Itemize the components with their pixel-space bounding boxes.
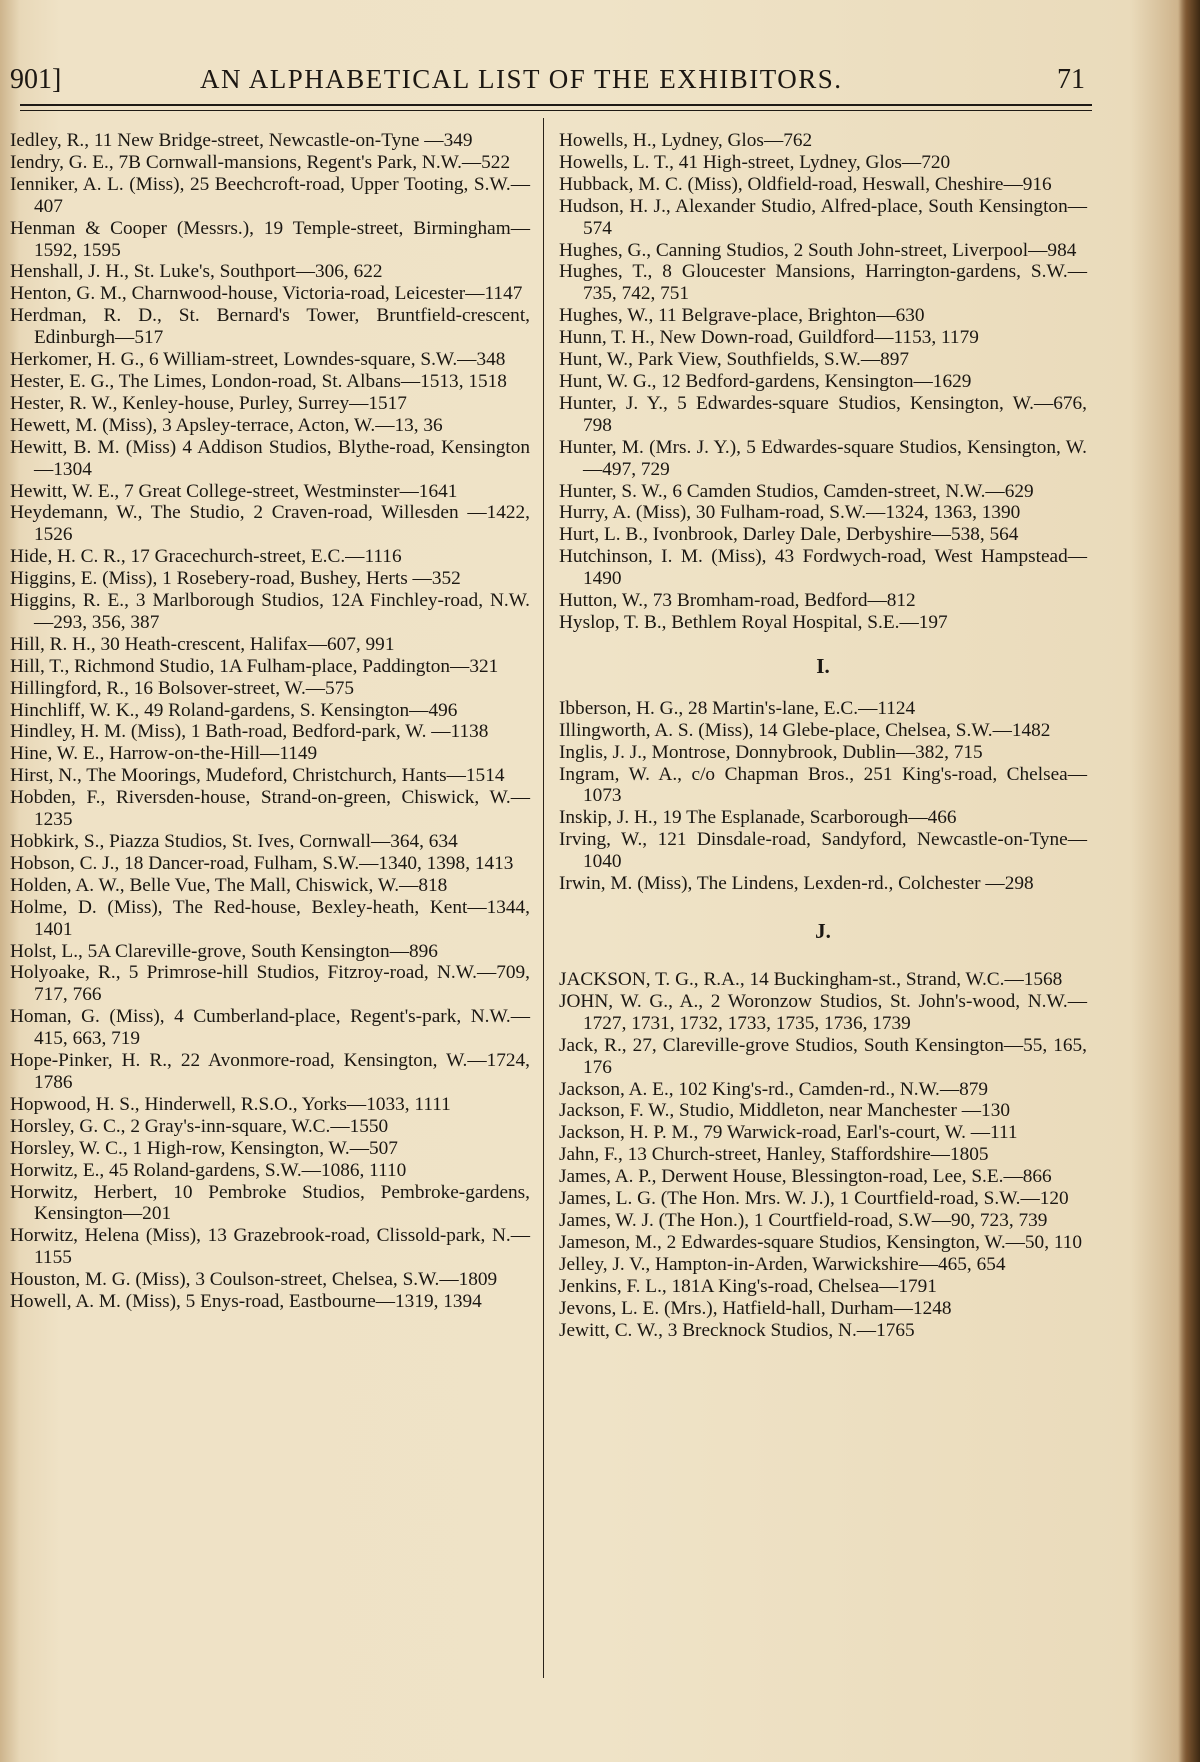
exhibitor-entry: Hughes, W., 11 Belgrave-place, Brighton—630: [559, 305, 925, 327]
exhibitor-entry: Hide, H. C. R., 17 Gracechurch-street, E.C.—1116: [10, 546, 402, 568]
exhibitor-entry: Hobkirk, S., Piazza Studios, St. Ives, Cornwall—364, 634: [10, 831, 458, 852]
exhibitor-entry: Hurt, L. B., Ivonbrook, Darley Dale, Derbyshire—538, 564: [559, 524, 1019, 546]
exhibitor-entry: Iedley, R., 11 New Bridge-street, Newcastle-on-Tyne —349: [10, 130, 473, 151]
exhibitor-entry: JOHN, W. G., A., 2 Woronzow Studios, St. John's-wood, N.W.—1727, 1731, 1732, 1733, 1735, 1736, 1739: [559, 990, 1087, 1034]
exhibitor-entry: Jelley, J. V., Hampton-in-Arden, Warwickshire—465, 654: [559, 1253, 1006, 1275]
exhibitor-entry: Irving, W., 121 Dinsdale-road, Sandyford, Newcastle-on-Tyne—1040: [559, 829, 1087, 873]
exhibitor-entry: Hewett, M. (Miss), 3 Apsley-terrace, Acton, W.—13, 36: [10, 414, 443, 436]
page-number: 71: [1057, 64, 1085, 95]
exhibitor-entry: Higgins, E. (Miss), 1 Rosebery-road, Bushey, Herts —352: [10, 568, 461, 590]
exhibitor-entry: Jenkins, F. L., 181A King's-road, Chelsea—1791: [559, 1275, 937, 1297]
exhibitor-entry: Hutton, W., 73 Bromham-road, Bedford—812: [559, 590, 916, 612]
exhibitor-entry: Hunter, S. W., 6 Camden Studios, Camden-street, N.W.—629: [559, 480, 1034, 502]
exhibitor-entry: Jahn, F., 13 Church-street, Hanley, Staffordshire—1805: [559, 1144, 989, 1166]
exhibitor-entry: Inglis, J. J., Montrose, Donnybrook, Dublin—382, 715: [559, 741, 983, 763]
exhibitor-entry: Horwitz, Helena (Miss), 13 Grazebrook-road, Clissold-park, N.—1155: [10, 1225, 530, 1269]
exhibitor-entry: Hine, W. E., Harrow-on-the-Hill—1149: [10, 743, 318, 765]
exhibitor-entry: Ingram, W. A., c/o Chapman Bros., 251 King's-road, Chelsea—1073: [559, 763, 1087, 807]
exhibitor-entry: Hunter, M. (Mrs. J. Y.), 5 Edwardes-square Studios, Kensington, W.—497, 729: [559, 436, 1087, 480]
exhibitor-entry: Jackson, F. W., Studio, Middleton, near Manchester —130: [559, 1100, 1010, 1122]
header-rule-thick: [20, 104, 1092, 106]
exhibitor-entry: James, L. G. (The Hon. Mrs. W. J.), 1 Courtfield-road, S.W.—120: [559, 1188, 1069, 1210]
exhibitor-entry: Homan, G. (Miss), 4 Cumberland-place, Regent's-park, N.W.—415, 663, 719: [10, 1006, 530, 1050]
exhibitor-entry: Hillingford, R., 16 Bolsover-street, W.—575: [10, 677, 354, 699]
exhibitor-entry: Irwin, M. (Miss), The Lindens, Lexden-rd., Colchester —298: [559, 873, 1034, 895]
exhibitor-entry: Hester, E. G., The Limes, London-road, St. Albans—1513, 1518: [10, 370, 507, 392]
exhibitor-entry: Hubback, M. C. (Miss), Oldfield-road, Heswall, Cheshire—916: [559, 173, 1052, 195]
exhibitor-entry: Herkomer, H. G., 6 William-street, Lowndes-square, S.W.—348: [10, 349, 506, 371]
exhibitor-entry: Illingworth, A. S. (Miss), 14 Glebe-place, Chelsea, S.W.—1482: [559, 719, 1051, 741]
section-heading-j: J.: [815, 919, 831, 943]
exhibitor-entry: Holst, L., 5A Clareville-grove, South Kensington—896: [10, 940, 438, 962]
entry-list-h-right: [559, 130, 1087, 634]
exhibitor-entry: Hill, T., Richmond Studio, 1A Fulham-place, Paddington—321: [10, 655, 499, 677]
exhibitor-entry: Hyslop, T. B., Bethlem Royal Hospital, S.E.—197: [559, 611, 948, 633]
exhibitor-entry: James, W. J. (The Hon.), 1 Courtfield-road, S.W—90, 723, 739: [559, 1209, 1048, 1231]
exhibitor-entry: Henton, G. M., Charnwood-house, Victoria-road, Leicester—1147: [10, 283, 523, 305]
exhibitor-entry: Hindley, H. M. (Miss), 1 Bath-road, Bedford-park, W. —1138: [10, 721, 489, 743]
exhibitor-entry: Hewitt, W. E., 7 Great College-street, Westminster—1641: [10, 480, 458, 502]
exhibitor-entry: Howells, H., Lydney, Glos—762: [559, 130, 813, 151]
exhibitor-entry: Higgins, R. E., 3 Marlborough Studios, 12A Finchley-road, N.W.—293, 356, 387: [10, 590, 530, 633]
exhibitor-entry: Hinchliff, W. K., 49 Roland-gardens, S. Kensington—496: [10, 699, 458, 721]
exhibitor-entry: Hester, R. W., Kenley-house, Purley, Surrey—1517: [10, 392, 407, 414]
exhibitor-entry: Holden, A. W., Belle Vue, The Mall, Chiswick, W.—818: [10, 874, 448, 896]
exhibitor-entry: Iendry, G. E., 7B Cornwall-mansions, Regent's Park, N.W.—522: [10, 151, 511, 173]
exhibitor-entry: Howell, A. M. (Miss), 5 Enys-road, Eastbourne—1319, 1394: [10, 1291, 482, 1313]
exhibitor-entry: Hunn, T. H., New Down-road, Guildford—1153, 1179: [559, 327, 979, 349]
exhibitor-entry: Henman & Cooper (Messrs.), 19 Temple-street, Birmingham—1592, 1595: [10, 217, 530, 261]
exhibitor-entry: James, A. P., Derwent House, Blessington-road, Lee, S.E.—866: [559, 1166, 1052, 1188]
exhibitor-entry: Hobson, C. J., 18 Dancer-road, Fulham, S.W.—1340, 1398, 1413: [10, 852, 514, 874]
exhibitor-entry: JACKSON, T. G., R.A., 14 Buckingham-st., Strand, W.C.—1568: [559, 969, 1063, 990]
entry-list-i: [559, 698, 1087, 895]
exhibitor-entry: Houston, M. G. (Miss), 3 Coulson-street, Chelsea, S.W.—1809: [10, 1269, 498, 1291]
exhibitor-entry: Herdman, R. D., St. Bernard's Tower, Bruntfield-crescent, Edinburgh—517: [10, 305, 530, 349]
exhibitor-entry: Holyoake, R., 5 Primrose-hill Studios, Fitzroy-road, N.W.—709, 717, 766: [10, 962, 530, 1006]
exhibitor-entry: Jackson, H. P. M., 79 Warwick-road, Earl's-court, W. —111: [559, 1122, 1018, 1144]
exhibitor-entry: Hill, R. H., 30 Heath-crescent, Halifax—607, 991: [10, 633, 395, 655]
exhibitor-entry: Hunt, W., Park View, Southfields, S.W.—897: [559, 349, 910, 371]
exhibitor-entry: Horsley, G. C., 2 Gray's-inn-square, W.C.—1550: [10, 1115, 389, 1137]
right-column: [559, 130, 1087, 1341]
exhibitor-entry: Hutchinson, I. M. (Miss), 43 Fordwych-road, West Hampstead—1490: [559, 546, 1087, 590]
exhibitor-entry: Jewitt, C. W., 3 Brecknock Studios, N.—1765: [559, 1319, 915, 1341]
exhibitor-entry: Hewitt, B. M. (Miss) 4 Addison Studios, Blythe-road, Kensington—1304: [10, 436, 530, 480]
header-year: 901]: [10, 64, 62, 95]
exhibitor-entry: Horwitz, E., 45 Roland-gardens, S.W.—1086, 1110: [10, 1159, 407, 1181]
exhibitor-entry: Jevons, L. E. (Mrs.), Hatfield-hall, Durham—1248: [559, 1297, 952, 1319]
exhibitor-entry: Hopwood, H. S., Hinderwell, R.S.O., Yorks—1033, 1111: [10, 1093, 451, 1115]
exhibitor-entry: Jack, R., 27, Clareville-grove Studios, South Kensington—55, 165, 176: [559, 1034, 1087, 1078]
book-spine-shadow: [1178, 0, 1200, 1762]
running-header: [0, 50, 1200, 100]
exhibitor-entry: Howells, L. T., 41 High-street, Lydney, Glos—720: [559, 151, 951, 173]
exhibitor-entry: Hurry, A. (Miss), 30 Fulham-road, S.W.—1324, 1363, 1390: [559, 502, 1021, 524]
exhibitor-entry: Hope-Pinker, H. R., 22 Avonmore-road, Kensington, W.—1724, 1786: [10, 1050, 530, 1093]
exhibitor-entry: Horwitz, Herbert, 10 Pembroke Studios, Pembroke-gardens, Kensington—201: [10, 1181, 530, 1225]
exhibitor-entry: Hudson, H. J., Alexander Studio, Alfred-place, South Kensington—574: [559, 195, 1087, 239]
exhibitor-entry: Henshall, J. H., St. Luke's, Southport—306, 622: [10, 261, 383, 283]
exhibitor-entry: Horsley, W. C., 1 High-row, Kensington, W.—507: [10, 1137, 398, 1159]
exhibitor-entry: Ienniker, A. L. (Miss), 25 Beechcroft-road, Upper Tooting, S.W.—407: [10, 173, 530, 217]
exhibitor-entry: Jackson, A. E., 102 King's-rd., Camden-rd., N.W.—879: [559, 1078, 989, 1100]
column-divider: [543, 118, 544, 1678]
header-rule-thin: [20, 110, 1092, 111]
exhibitor-entry: Ibberson, H. G., 28 Martin's-lane, E.C.—1124: [559, 697, 916, 719]
exhibitor-entry: Jameson, M., 2 Edwardes-square Studios, Kensington, W.—50, 110: [559, 1231, 1083, 1253]
exhibitor-entry: Hunter, J. Y., 5 Edwardes-square Studios, Kensington, W.—676, 798: [559, 392, 1087, 436]
entry-list-h-left: [10, 130, 530, 1313]
exhibitor-entry: Hughes, T., 8 Gloucester Mansions, Harrington-gardens, S.W.—735, 742, 751: [559, 261, 1087, 305]
exhibitor-entry: Hunt, W. G., 12 Bedford-gardens, Kensington—1629: [559, 370, 972, 392]
exhibitor-entry: Hughes, G., Canning Studios, 2 South John-street, Liverpool—984: [559, 239, 1077, 261]
exhibitor-entry: Hobden, F., Riversden-house, Strand-on-green, Chiswick, W.—1235: [10, 787, 530, 831]
header-title: AN ALPHABETICAL LIST OF THE EXHIBITORS.: [200, 64, 843, 94]
exhibitor-entry: Inskip, J. H., 19 The Esplanade, Scarborough—466: [559, 807, 957, 829]
entry-list-j: [559, 969, 1087, 1341]
left-column: [10, 130, 530, 1313]
section-heading-i: I.: [816, 653, 830, 678]
exhibitor-entry: Hirst, N., The Moorings, Mudeford, Christchurch, Hants—1514: [10, 765, 505, 787]
exhibitor-entry: Heydemann, W., The Studio, 2 Craven-road, Willesden —1422, 1526: [10, 502, 530, 546]
exhibitor-entry: Holme, D. (Miss), The Red-house, Bexley-heath, Kent—1344, 1401: [10, 896, 530, 940]
